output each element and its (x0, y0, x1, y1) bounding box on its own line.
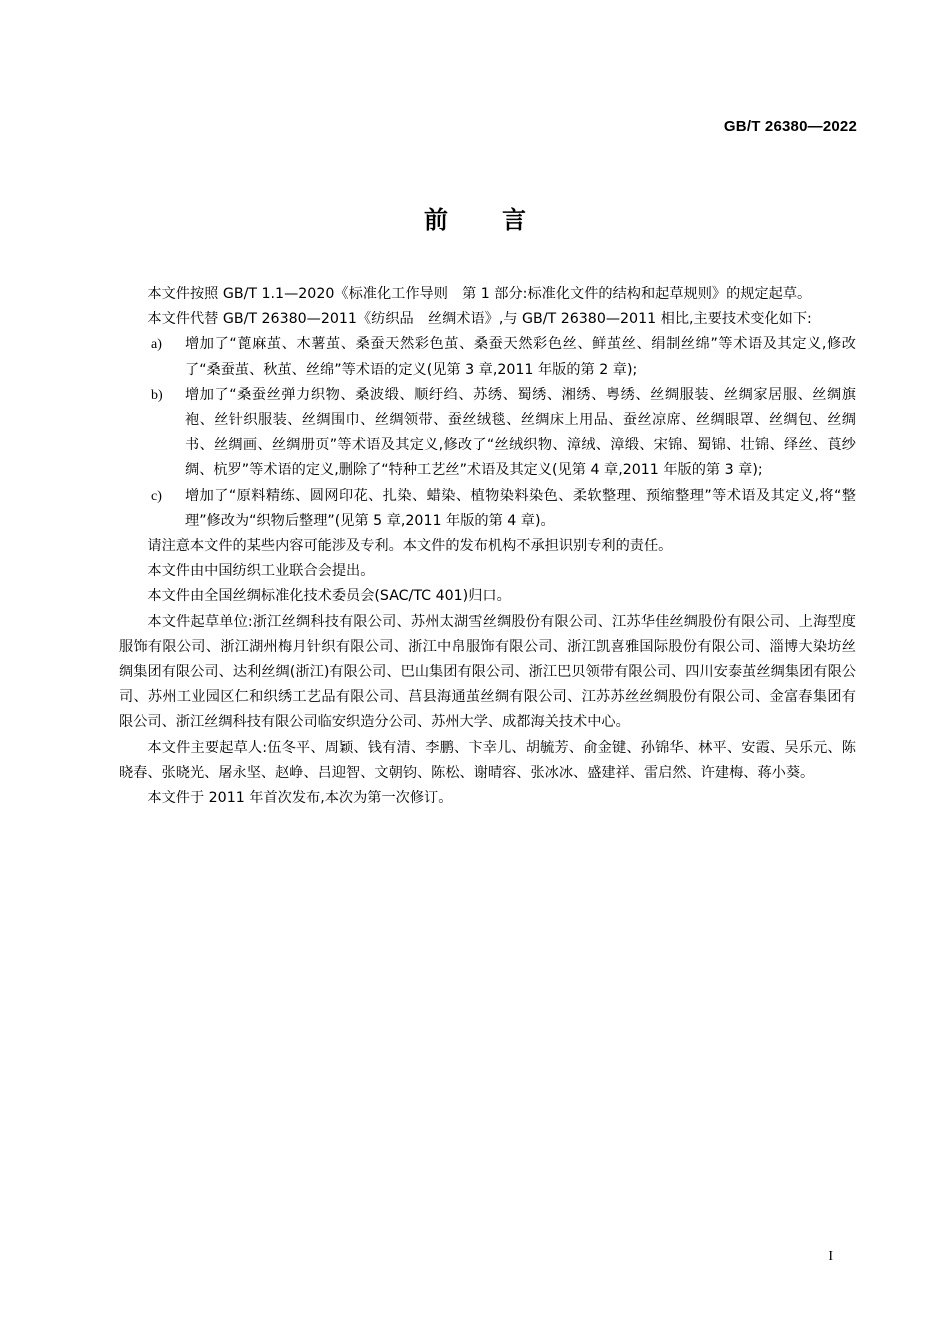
list-item (119, 383, 856, 484)
standard-number: GB/T 26380—2022 (723, 118, 857, 135)
document-body (119, 282, 856, 811)
page-title: 前言 (424, 206, 580, 234)
paragraph: 本文件由全国丝绸标准化技术委员会(SAC/TC 401)归口。 (147, 588, 511, 605)
paragraph: 本文件于 2011 年首次发布,本次为第一次修订。 (147, 790, 453, 807)
paragraph: 本文件起草单位:浙江丝绸科技有限公司、苏州太湖雪丝绸股份有限公司、江苏华佳丝绸股份有限公司、上海型度服饰有限公司、浙江湖州梅月针织有限公司、浙江中帛服饰有限公司、浙江凯喜雅国际股份有限公司、淄博大染坊丝绸集团有限公司、达利丝绸(浙江)有限公司、巴山集团有限公司、浙江巴贝领带有限公司、四川安泰茧丝绸集团有限公司、苏州工业园区仁和织绣工艺品有限公司、莒县海通茧丝绸有限公司、江苏苏丝丝绸股份有限公司、金富春集团有限公司、浙江丝绸科技有限公司临安织造分公司、苏州大学、成都海关技术中心。 (119, 613, 856, 731)
list-marker: c) (151, 488, 162, 504)
paragraph: 本文件由中国纺织工业联合会提出。 (147, 563, 375, 580)
list-marker: a) (151, 337, 162, 353)
list-item (119, 484, 856, 534)
list-marker: b) (151, 387, 163, 403)
list-item-text: 增加了“桑蚕丝弹力织物、桑波缎、顺纡绉、苏绣、蜀绣、湘绣、粤绣、丝绸服装、丝绸家居服、丝绸旗袍、丝针织服装、丝绸围巾、丝绸领带、蚕丝绒毯、丝绸床上用品、蚕丝凉席、丝绸眼罩、丝绸包、丝绸书、丝绸画、丝绸册页”等术语及其定义,修改了“丝绒织物、漳绒、漳缎、宋锦、蜀锦、壮锦、绎丝、莨纱绸、杭罗”等术语的定义,删除了“特种工艺丝”术语及其定义(见第 4 章,2011 年版的第 3 章); (185, 386, 856, 479)
page-number: I (828, 1249, 833, 1264)
paragraph: 本文件主要起草人:伍冬平、周颖、钱有清、李鹏、卞幸儿、胡毓芳、俞金键、孙锦华、林平、安霞、吴乐元、陈晓春、张晓光、屠永坚、赵峥、吕迎智、文朝钧、陈松、谢晴容、张冰冰、盛建祥、雷启然、许建梅、蒋小葵。 (119, 739, 856, 781)
list-item (119, 332, 856, 382)
paragraph: 本文件按照 GB/T 1.1—2020《标准化工作导则 第 1 部分:标准化文件的结构和起草规则》的规定起草。 (147, 286, 812, 302)
paragraph: 请注意本文件的某些内容可能涉及专利。本文件的发布机构不承担识别专利的责任。 (147, 538, 673, 555)
paragraph: 本文件代替 GB/T 26380—2011《纺织品 丝绸术语》,与 GB/T 26380—2011 相比,主要技术变化如下: (147, 311, 812, 328)
list-item-text: 增加了“蓖麻茧、木薯茧、桑蚕天然彩色茧、桑蚕天然彩色丝、鲜茧丝、绢制丝绵”等术语及其定义,修改了“桑蚕茧、秋茧、丝绵”等术语的定义(见第 3 章,2011 年版的第 2 章); (185, 336, 856, 378)
list-item-text: 增加了“原料精练、圆网印花、扎染、蜡染、植物染料染色、柔软整理、预缩整理”等术语及其定义,将“整理”修改为“织物后整理”(见第 5 章,2011 年版的第 4 章)。 (185, 487, 856, 529)
